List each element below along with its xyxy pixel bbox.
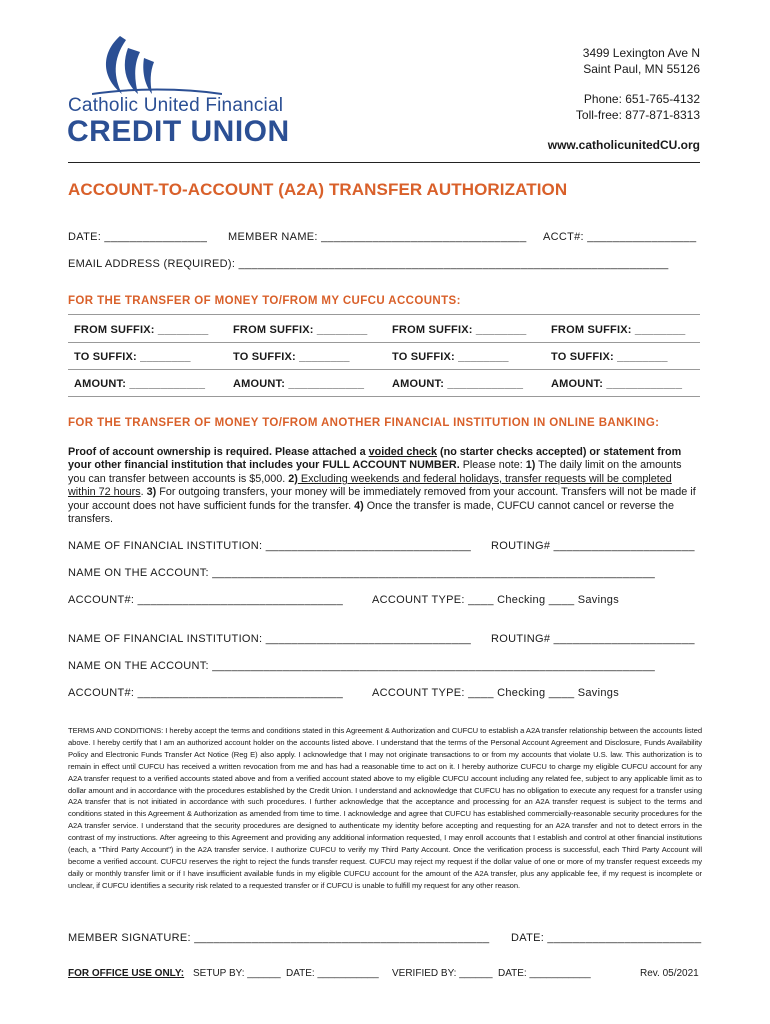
address-block (583, 45, 700, 77)
office-date-field-1[interactable]: DATE: ___________ (286, 968, 379, 979)
address-city: Saint Paul, MN 55126 (583, 62, 700, 76)
para-text-3: . (140, 486, 147, 499)
account-number-field-2[interactable]: ACCOUNT#: ________________________________ (68, 687, 343, 699)
routing-field-1[interactable]: ROUTING# ______________________ (491, 540, 695, 552)
amount-2[interactable]: AMOUNT: ____________ (233, 378, 365, 390)
verified-by-field[interactable]: VERIFIED BY: ______ (392, 968, 493, 979)
logo-name-line1: Catholic United Financial (68, 95, 284, 116)
para-text-4: For outgoing transfers, your money will be immediately removed from your account. Transfers will not be made if your account does not have sufficient funds for the transfer. (68, 486, 696, 512)
amount-1[interactable]: AMOUNT: ____________ (74, 378, 206, 390)
amount-4[interactable]: AMOUNT: ____________ (551, 378, 683, 390)
tollfree-number: Toll-free: 877-871-8313 (575, 108, 700, 122)
from-suffix-3[interactable]: FROM SUFFIX: ________ (392, 324, 527, 336)
account-number-field-1[interactable]: ACCOUNT#: ________________________________ (68, 594, 343, 606)
logo-cross-icon (92, 34, 222, 100)
logo-name-line2: CREDIT UNION (67, 115, 290, 148)
signature-date-field[interactable]: DATE: ________________________ (511, 932, 702, 944)
ownership-paragraph (68, 446, 700, 526)
address-street: 3499 Lexington Ave N (582, 46, 700, 60)
office-date-field-2[interactable]: DATE: ___________ (498, 968, 591, 979)
routing-field-2[interactable]: ROUTING# ______________________ (491, 633, 695, 645)
voided-check-text: voided check (368, 446, 438, 458)
institution-name-field-2[interactable]: NAME OF FINANCIAL INSTITUTION: ________________________________ (68, 633, 472, 645)
section2-heading: FOR THE TRANSFER OF MONEY TO/FROM ANOTHER FINANCIAL INSTITUTION IN ONLINE BANKING: (68, 417, 660, 429)
para-text-1: Please note: (459, 459, 526, 472)
header-divider (68, 162, 700, 163)
to-suffix-3[interactable]: TO SUFFIX: ________ (392, 351, 509, 363)
email-field[interactable]: EMAIL ADDRESS (REQUIRED): ___________________________________________________________________ (68, 258, 669, 270)
revision-label: Rev. 05/2021 (640, 968, 699, 979)
terms-and-conditions: TERMS AND CONDITIONS: I hereby accept the terms and conditions stated in this Agreement & Authorization and CUFCU to establish a A2A transfer relationship between the accounts listed above. I hereby certify that I am an authorized account holder on the accounts listed above. I understand that the terms of the Personal Account Agreement and Disclosure, Funds Availability Policy and Electronic Funds Transfer Act Notice (Reg E) also apply. I acknowledge that I may not originate transactions to or from my accounts that violate U.S. law. This authorization is to remain in effect until CUFCU has received a written revocation from me and has had a reasonable time to act on it. I hereby authorize CUFCU to charge my eligible CUFCU account for any A2A transfer request to a verified accounts stated above and from a verified account stated above to my eligible CUFCU account including any related fee, subject to any applicable limit as to dollar amount and in accordance with the procedures established by the Credit Union. I understand and acknowledge that CUFCU has no obligation to execute any request for a transfer using A2A transfer that is not initiated in accordance with such procedures. I further acknowledge that the acceptance and processing for an A2A transfer request is subject to the terms and conditions stated in this Agreement & Authorization as amended from time to time. I acknowledge and agree that CUFCU has established commercially-reasonable security procedures for the A2A transfer service. I understand that the security procedures are designed to authenticate my identity before accepting and requesting for an A2A transfer and not to detect errors in the contrast of my instructions. After agreeing to this Agreement and providing any additional information requested, I may enroll accounts that I establish and control at other financial institutions (each, a "Third Party Account") in the A2A transfer service. I authorize CUFCU to verify my Third Party Account. Once the verification process is successful, each Third Party Account will become a verified account. CUFCU reserves the right to reject the funds transfer request. CUFCU may reject my request if the dollar value of one or more of my transfer request exceeds my daily or monthly transfer limit or if I have insufficient available funds in my eligible CUFCU account for the amount of the A2A transfer, plus any applicable fee, if my request is incomplete or unclear, if CUFCU identifies a security risk related to a requested transfer or if CUFCU is unable to fulfill my request for any other reason. (68, 726, 702, 890)
section1-divider-1 (68, 342, 700, 343)
setup-by-field[interactable]: SETUP BY: ______ (193, 968, 281, 979)
contact-block (576, 91, 700, 123)
section1-divider-2 (68, 369, 700, 370)
account-name-field-1[interactable]: NAME ON THE ACCOUNT: _____________________________________________________________________ (68, 567, 656, 579)
member-signature-field[interactable]: MEMBER SIGNATURE: ______________________________________________ (68, 932, 490, 944)
section1-divider-bottom (68, 396, 700, 397)
note-2-number: 2) (288, 472, 298, 485)
date-field[interactable]: DATE: ________________ (68, 231, 208, 243)
account-type-field-2[interactable]: ACCOUNT TYPE: ____ Checking ____ Savings (372, 687, 619, 699)
processing-time-text: Excluding weekends and federal holidays, transfer requests will be completed within 72 hours (68, 472, 672, 499)
from-suffix-1[interactable]: FROM SUFFIX: ________ (74, 324, 209, 336)
from-suffix-4[interactable]: FROM SUFFIX: ________ (551, 324, 686, 336)
website-link[interactable]: www.catholicunitedCU.org (547, 138, 700, 152)
to-suffix-2[interactable]: TO SUFFIX: ________ (233, 351, 350, 363)
from-suffix-2[interactable]: FROM SUFFIX: ________ (233, 324, 368, 336)
para-bold-1: Proof of account ownership is required. Please attached a (68, 446, 369, 458)
to-suffix-1[interactable]: TO SUFFIX: ________ (74, 351, 191, 363)
form-title: ACCOUNT-TO-ACCOUNT (A2A) TRANSFER AUTHORIZATION (68, 180, 568, 199)
section1-heading: FOR THE TRANSFER OF MONEY TO/FROM MY CUFCU ACCOUNTS: (68, 295, 461, 307)
office-use-label: FOR OFFICE USE ONLY: (68, 968, 185, 979)
account-type-field-1[interactable]: ACCOUNT TYPE: ____ Checking ____ Savings (372, 594, 619, 606)
amount-3[interactable]: AMOUNT: ____________ (392, 378, 524, 390)
note-3-number: 3) (146, 486, 157, 499)
note-1-number: 1) (525, 459, 536, 472)
para-text-2: The daily limit on the amounts you can transfer between accounts is $5,000. (68, 459, 682, 485)
account-name-field-2[interactable]: NAME ON THE ACCOUNT: _____________________________________________________________________ (68, 660, 656, 672)
institution-name-field-1[interactable]: NAME OF FINANCIAL INSTITUTION: ________________________________ (68, 540, 472, 552)
para-bold-2: (no starter checks accepted) or statement from your other financial institution that includes your FULL ACCOUNT NUMBER. (68, 446, 682, 472)
member-name-field[interactable]: MEMBER NAME: ________________________________ (228, 231, 527, 243)
section1-divider-top (68, 314, 700, 315)
para-text-5: Once the transfer is made, CUFCU cannot cancel or reverse the transfers. (68, 499, 674, 526)
phone-number: Phone: 651-765-4132 (583, 92, 700, 106)
note-4-number: 4) (354, 499, 364, 512)
acct-field[interactable]: ACCT#: _________________ (543, 231, 697, 243)
to-suffix-4[interactable]: TO SUFFIX: ________ (551, 351, 668, 363)
